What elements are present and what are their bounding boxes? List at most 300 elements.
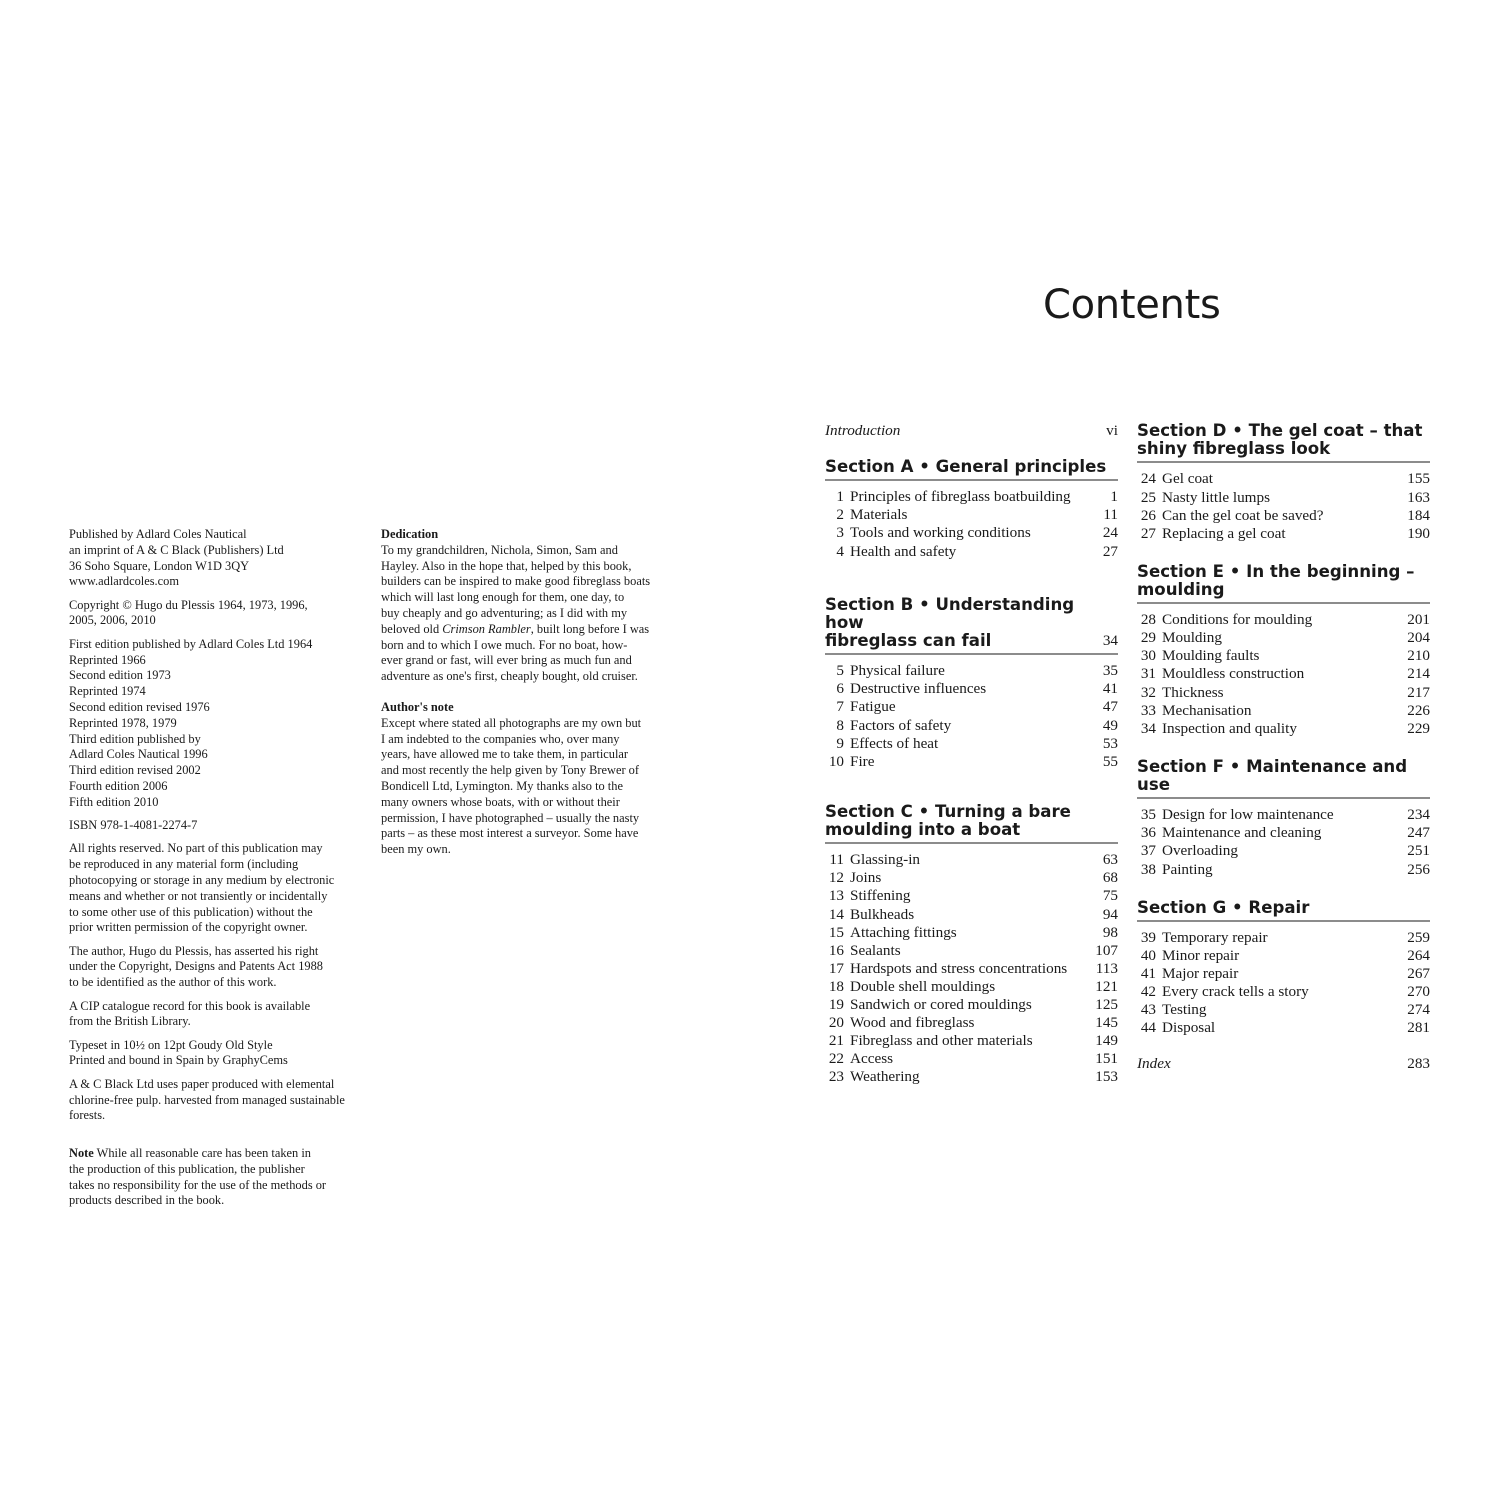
- section-title-line: Section E • In the beginning –: [1137, 561, 1415, 581]
- chapter-title: Testing: [1162, 1001, 1207, 1019]
- dedication-line: born and to which I owe much. For no boat, how-: [381, 637, 628, 652]
- section-title-line: moulding: [1137, 579, 1225, 599]
- chapter-page: 201: [1407, 611, 1430, 629]
- chapter-page: 274: [1407, 1001, 1430, 1019]
- chapter-entry: [1137, 824, 1321, 842]
- chapter-number: 1: [836, 488, 844, 506]
- toc-chapter-row[interactable]: [825, 1050, 1118, 1068]
- chapter-entry: [1137, 983, 1309, 1001]
- chapter-title: Fire: [850, 752, 875, 770]
- chapter-number: 19: [828, 996, 844, 1013]
- note-label: Note: [69, 1146, 94, 1161]
- chapter-title: Stiffening: [850, 887, 911, 905]
- chapter-entry: [825, 887, 910, 905]
- chapter-number: 15: [828, 923, 844, 941]
- chapter-number: 30: [1140, 647, 1156, 665]
- toc-chapter-row[interactable]: [1137, 525, 1430, 543]
- chapter-title: Principles of fibreglass boatbuilding: [850, 488, 1071, 506]
- toc-chapter-row[interactable]: [1137, 861, 1430, 879]
- chapter-page: 107: [1095, 941, 1118, 959]
- chapter-title: Every crack tells a story: [1162, 983, 1309, 1001]
- chapter-title: Conditions for moulding: [1162, 611, 1313, 629]
- chapter-number: 24: [1140, 470, 1156, 488]
- chapter-number: 6: [836, 680, 844, 698]
- toc-chapter-row[interactable]: [825, 735, 1118, 753]
- toc-chapter-row[interactable]: [825, 960, 1118, 978]
- authors-note-heading: Author's note: [381, 699, 454, 714]
- toc-chapter-row[interactable]: [1137, 983, 1430, 1001]
- section-heading[interactable]: [1137, 899, 1430, 922]
- chapter-page: 68: [1102, 869, 1118, 887]
- authors-note-text: [381, 716, 673, 858]
- chapter-entry: [825, 506, 907, 524]
- chapter-entry: [825, 680, 986, 698]
- section-title-line: Section D • The gel coat – that: [1137, 421, 1423, 440]
- author-rights-line: to be identified as the author of this work.: [69, 975, 277, 990]
- chapter-number: 4: [836, 542, 844, 560]
- chapter-title: Nasty little lumps: [1162, 488, 1270, 506]
- chapter-page: 121: [1095, 977, 1118, 995]
- section-heading[interactable]: [1137, 563, 1430, 604]
- note-line: While all reasonable care has been taken in: [93, 1146, 311, 1161]
- dedication-line: adventure as one's first, cheaply bought, old cruiser.: [381, 669, 638, 684]
- paper-line: A & C Black Ltd uses paper produced with elemental: [69, 1076, 335, 1091]
- toc-chapter-row[interactable]: [825, 1068, 1118, 1086]
- chapter-title: Tools and working conditions: [850, 524, 1031, 542]
- toc-section: [1137, 758, 1430, 879]
- chapter-title: Mouldless construction: [1162, 665, 1305, 683]
- typeset-line: Typeset in 10½ on 12pt Goudy Old Style: [69, 1037, 273, 1052]
- toc-chapter-row[interactable]: [825, 717, 1118, 735]
- authors-note-line: Except where stated all photographs are my own but: [381, 715, 642, 730]
- toc-chapter-row[interactable]: [825, 698, 1118, 716]
- section-heading[interactable]: [825, 458, 1118, 481]
- chapter-number: 20: [828, 1014, 844, 1032]
- chapter-title: Painting: [1162, 860, 1213, 878]
- chapter-page: 251: [1407, 842, 1430, 860]
- dedication-line-part: beloved old: [381, 621, 443, 636]
- edition-line: Third edition revised 2002: [69, 763, 201, 778]
- chapter-title: Sandwich or cored mouldings: [850, 996, 1032, 1013]
- toc-introduction-page: vi: [1106, 422, 1118, 439]
- chapter-title: Health and safety: [850, 542, 957, 560]
- chapter-title: Disposal: [1162, 1019, 1216, 1037]
- edition-line: Second edition revised 1976: [69, 699, 210, 714]
- section-title: [1137, 422, 1422, 458]
- chapter-number: 23: [828, 1068, 844, 1086]
- chapter-entry: [825, 753, 874, 771]
- section-title: [1137, 758, 1430, 794]
- toc-column-left: [825, 422, 1118, 1086]
- chapter-entry: [825, 1032, 1033, 1050]
- edition-line: Second edition 1973: [69, 668, 171, 683]
- edition-line: Adlard Coles Nautical 1996: [69, 747, 208, 762]
- toc-chapter-row[interactable]: [825, 680, 1118, 698]
- toc-chapter-row[interactable]: [825, 996, 1118, 1014]
- chapter-page: 47: [1102, 698, 1118, 716]
- toc-chapter-row[interactable]: [825, 524, 1118, 542]
- chapter-number: 28: [1140, 611, 1156, 629]
- copyright-line: 2005, 2006, 2010: [69, 613, 156, 628]
- dedication-line: [381, 622, 673, 638]
- chapter-number: 40: [1140, 946, 1156, 964]
- chapter-entry: [825, 1068, 920, 1086]
- section-heading[interactable]: [1137, 758, 1430, 799]
- chapter-title: Physical failure: [850, 662, 945, 680]
- chapter-number: 44: [1140, 1019, 1156, 1037]
- paper-statement: [69, 1077, 364, 1124]
- section-title-line: Section G • Repair: [1137, 897, 1310, 917]
- chapter-page: 256: [1407, 860, 1430, 878]
- typeset-info: [69, 1038, 364, 1070]
- chapter-entry: [1137, 929, 1268, 947]
- chapter-number: 27: [1140, 524, 1156, 542]
- edition-line: Third edition published by: [69, 731, 201, 746]
- publisher-line: Published by Adlard Coles Nautical: [69, 527, 247, 541]
- chapter-entry: [825, 717, 951, 735]
- chapter-page: 214: [1407, 665, 1430, 683]
- chapter-entry: [825, 524, 1031, 542]
- toc-chapter-row[interactable]: [1137, 611, 1430, 629]
- toc-chapter-row[interactable]: [1137, 965, 1430, 983]
- chapter-number: 5: [836, 662, 844, 680]
- chapter-entry: [1137, 702, 1251, 720]
- chapter-entry: [1137, 489, 1270, 507]
- chapter-number: 29: [1140, 629, 1156, 647]
- toc-chapter-row[interactable]: [1137, 806, 1430, 824]
- rights-line: be reproduced in any material form (including: [69, 857, 299, 872]
- toc-section: [825, 458, 1118, 561]
- chapter-number: 39: [1140, 928, 1156, 946]
- chapter-entry: [825, 1014, 974, 1032]
- note-line: the production of this publication, the publisher: [69, 1161, 305, 1176]
- copyright-line: Copyright © Hugo du Plessis 1964, 1973, 1996,: [69, 597, 308, 612]
- toc-chapter-row[interactable]: [1137, 702, 1430, 720]
- chapter-entry: [1137, 1019, 1215, 1037]
- toc-chapter-row[interactable]: [1137, 470, 1430, 488]
- chapter-page: 98: [1102, 923, 1118, 941]
- dedication-line: builders can be inspired to make good fibreglass boats: [381, 574, 651, 589]
- chapter-entry: [825, 662, 945, 680]
- edition-line: Reprinted 1974: [69, 684, 146, 699]
- section-title: [1137, 899, 1309, 917]
- chapter-page: 229: [1407, 719, 1430, 737]
- imprint-column: [69, 527, 364, 1217]
- chapter-entry: [825, 978, 995, 996]
- chapter-page: 264: [1407, 946, 1430, 964]
- authors-note-line: and most recently the help given by Tony Brewer of: [381, 763, 640, 778]
- chapter-number: 32: [1140, 683, 1156, 701]
- toc-section: [1137, 422, 1430, 543]
- chapter-entry: [1137, 720, 1297, 738]
- chapter-title: Gel coat: [1162, 470, 1214, 488]
- toc-chapter-row[interactable]: [825, 906, 1118, 924]
- edition-line: Reprinted 1966: [69, 652, 146, 667]
- chapter-page: 247: [1407, 824, 1430, 842]
- note-line: products described in the book.: [69, 1193, 225, 1208]
- chapter-number: 34: [1140, 719, 1156, 737]
- toc-introduction-label: Introduction: [825, 422, 901, 439]
- chapter-page: 234: [1407, 806, 1430, 824]
- authors-note-line: years, have allowed me to take them, in particular: [381, 747, 629, 762]
- authors-note-line: many owners whose boats, with or without their: [381, 794, 620, 809]
- chapter-title: Double shell mouldings: [850, 977, 996, 995]
- chapter-title: Moulding faults: [1162, 647, 1260, 665]
- chapter-entry: [1137, 525, 1286, 543]
- chapter-page: 75: [1102, 887, 1118, 905]
- toc-chapter-row[interactable]: [825, 543, 1118, 561]
- chapter-number: 11: [829, 851, 844, 869]
- chapter-number: 18: [828, 977, 844, 995]
- edition-line: Reprinted 1978, 1979: [69, 715, 177, 730]
- section-title-line: Section F • Maintenance and use: [1137, 756, 1408, 795]
- section-title: [825, 803, 1071, 839]
- chapter-page: 267: [1407, 965, 1430, 983]
- chapter-page: 151: [1095, 1050, 1118, 1068]
- chapter-page: 63: [1102, 851, 1118, 869]
- rights-line: prior written permission of the copyright owner.: [69, 920, 308, 935]
- chapter-title: Can the gel coat be saved?: [1162, 506, 1324, 524]
- section-title-line: moulding into a boat: [825, 820, 1021, 840]
- chapter-page: 55: [1102, 752, 1118, 770]
- chapter-title: Design for low maintenance: [1162, 806, 1334, 824]
- chapter-number: 37: [1140, 842, 1156, 860]
- toc-index-page: 283: [1407, 1055, 1430, 1073]
- chapter-page: 53: [1102, 734, 1118, 752]
- chapter-entry: [1137, 611, 1312, 629]
- toc-chapter-row[interactable]: [1137, 665, 1430, 683]
- dedication-column: [381, 527, 673, 873]
- chapter-entry: [1137, 861, 1213, 879]
- section-page: 34: [1102, 632, 1118, 650]
- rights-line: to some other use of this publication) without the: [69, 904, 313, 919]
- chapter-title: Fibreglass and other materials: [850, 1032, 1033, 1050]
- chapter-page: 145: [1095, 1014, 1118, 1032]
- chapter-entry: [825, 1050, 893, 1068]
- author-rights-line: The author, Hugo du Plessis, has asserted his right: [69, 943, 319, 958]
- section-heading[interactable]: [1137, 422, 1430, 463]
- chapter-title: Maintenance and cleaning: [1162, 824, 1322, 842]
- cip-line: A CIP catalogue record for this book is available: [69, 998, 311, 1013]
- toc-chapter-row[interactable]: [1137, 824, 1430, 842]
- chapter-number: 3: [836, 524, 844, 542]
- chapter-page: 35: [1102, 662, 1118, 680]
- toc-chapter-row[interactable]: [1137, 507, 1430, 525]
- author-rights-line: under the Copyright, Designs and Patents Act 1988: [69, 959, 323, 974]
- chapter-title: Mechanisation: [1162, 701, 1252, 719]
- chapter-title: Access: [850, 1050, 894, 1068]
- chapter-number: 22: [828, 1050, 844, 1068]
- chapter-entry: [825, 488, 1071, 506]
- toc-chapter-row[interactable]: [825, 942, 1118, 960]
- toc-chapter-row[interactable]: [1137, 684, 1430, 702]
- toc-chapter-row[interactable]: [1137, 1019, 1430, 1037]
- chapter-number: 10: [828, 752, 844, 770]
- rights-statement: [69, 841, 364, 936]
- chapter-page: 226: [1407, 701, 1430, 719]
- note-line: takes no responsibility for the use of the methods or: [69, 1177, 327, 1192]
- chapter-number: 8: [836, 716, 844, 734]
- chapter-page: 281: [1407, 1019, 1430, 1037]
- edition-line: Fifth edition 2010: [69, 794, 159, 809]
- toc-chapter-row[interactable]: [825, 924, 1118, 942]
- section-heading[interactable]: [825, 596, 1118, 656]
- chapter-page: 217: [1407, 683, 1430, 701]
- chapter-number: 42: [1140, 983, 1156, 1001]
- chapter-title: Temporary repair: [1162, 928, 1268, 946]
- chapter-entry: [1137, 629, 1222, 647]
- chapter-title: Sealants: [850, 941, 901, 959]
- toc-section: [825, 803, 1118, 1087]
- toc-chapter-row[interactable]: [1137, 947, 1430, 965]
- toc-chapter-row[interactable]: [825, 869, 1118, 887]
- chapter-page: 210: [1407, 647, 1430, 665]
- chapter-title: Replacing a gel coat: [1162, 524, 1286, 542]
- chapter-entry: [825, 906, 914, 924]
- dedication-line: To my grandchildren, Nichola, Simon, Sam and: [381, 542, 618, 557]
- toc-chapter-row[interactable]: [825, 506, 1118, 524]
- toc-chapter-row[interactable]: [1137, 489, 1430, 507]
- chapter-number: 17: [828, 959, 844, 977]
- chapter-number: 43: [1140, 1001, 1156, 1019]
- chapter-page: 190: [1407, 524, 1430, 542]
- chapter-title: Joins: [850, 869, 882, 887]
- chapter-title: Minor repair: [1162, 946, 1240, 964]
- publisher-url: www.adlardcoles.com: [69, 574, 179, 589]
- rights-line: means and whether or not transiently or incidentally: [69, 888, 328, 903]
- authors-note-line: Bondicell Ltd, Lymington. My thanks also to the: [381, 778, 623, 793]
- chapter-number: 12: [828, 869, 844, 887]
- toc-chapter-row[interactable]: [825, 978, 1118, 996]
- publisher-line: an imprint of A & C Black (Publishers) Ltd: [69, 542, 284, 557]
- chapter-number: 26: [1140, 506, 1156, 524]
- rights-line: All rights reserved. No part of this publication may: [69, 841, 323, 856]
- toc-chapter-row[interactable]: [825, 1032, 1118, 1050]
- chapter-entry: [1137, 947, 1239, 965]
- toc-chapter-row[interactable]: [825, 1014, 1118, 1032]
- toc-section: [1137, 899, 1430, 1038]
- chapter-page: 149: [1095, 1032, 1118, 1050]
- boat-name: Crimson Rambler: [442, 621, 531, 636]
- toc-chapter-row[interactable]: [825, 851, 1118, 869]
- section-title: [1137, 563, 1414, 599]
- toc-introduction[interactable]: [825, 422, 1118, 440]
- toc-index[interactable]: [1137, 1055, 1430, 1073]
- toc-chapter-row[interactable]: [825, 753, 1118, 771]
- publisher-block: [69, 527, 364, 590]
- dedication-line: Hayley. Also in the hope that, helped by this book,: [381, 558, 632, 573]
- chapter-number: 36: [1140, 824, 1156, 842]
- chapter-entry: [1137, 965, 1238, 983]
- section-title: [825, 596, 1103, 651]
- chapter-entry: [1137, 806, 1334, 824]
- chapter-number: 14: [828, 905, 844, 923]
- chapter-entry: [825, 543, 956, 561]
- chapter-page: 1: [1110, 488, 1118, 506]
- chapter-page: 11: [1103, 506, 1118, 524]
- chapter-entry: [825, 960, 1067, 978]
- chapter-page: 125: [1095, 996, 1118, 1013]
- dedication-line: ever grand or fast, will ever bring as much fun and: [381, 653, 632, 668]
- chapter-page: 184: [1407, 506, 1430, 524]
- toc-chapter-row[interactable]: [825, 887, 1118, 905]
- chapter-title: Factors of safety: [850, 716, 952, 734]
- chapter-title: Hardspots and stress concentrations: [850, 959, 1068, 977]
- toc-section: [825, 596, 1118, 771]
- chapter-title: Moulding: [1162, 629, 1222, 647]
- author-rights: [69, 944, 364, 991]
- authors-note-line: parts – as these most interest a surveyor. Some have: [381, 826, 639, 841]
- chapter-page: 204: [1407, 629, 1430, 647]
- dedication-text: [381, 543, 673, 685]
- chapter-number: 7: [836, 698, 844, 716]
- chapter-number: 31: [1140, 665, 1156, 683]
- authors-note-line: been my own.: [381, 842, 451, 857]
- chapter-page: 94: [1102, 905, 1118, 923]
- section-heading[interactable]: [825, 803, 1118, 844]
- section-title: [825, 458, 1106, 476]
- toc-chapter-row[interactable]: [825, 662, 1118, 680]
- chapter-number: 41: [1140, 965, 1156, 983]
- toc-index-label: Index: [1137, 1055, 1171, 1073]
- chapter-page: 155: [1407, 470, 1430, 488]
- chapter-page: 27: [1102, 542, 1118, 560]
- chapter-page: 153: [1095, 1068, 1118, 1086]
- chapter-number: 21: [828, 1032, 844, 1050]
- chapter-page: 41: [1102, 680, 1118, 698]
- toc-chapter-row[interactable]: [1137, 647, 1430, 665]
- toc-chapter-row[interactable]: [1137, 1001, 1430, 1019]
- chapter-entry: [825, 996, 1032, 1014]
- chapter-entry: [825, 942, 901, 960]
- toc-chapter-row[interactable]: [1137, 720, 1430, 738]
- section-title-line: Section C • Turning a bare: [825, 801, 1071, 821]
- chapter-title: Attaching fittings: [850, 923, 957, 941]
- rights-line: photocopying or storage in any medium by electronic: [69, 872, 335, 887]
- chapter-number: 2: [836, 506, 844, 524]
- paper-line: forests.: [69, 1108, 106, 1123]
- chapter-page: 24: [1102, 524, 1118, 542]
- toc-chapter-row[interactable]: [1137, 629, 1430, 647]
- section-title-line: Section A • General principles: [825, 457, 1107, 477]
- authors-note-line: permission, I have photographed – usually the nasty: [381, 810, 640, 825]
- chapter-title: Thickness: [1162, 683, 1224, 701]
- chapter-number: 25: [1140, 488, 1156, 506]
- chapter-title: Fatigue: [850, 698, 896, 716]
- chapter-entry: [825, 735, 938, 753]
- toc-chapter-row[interactable]: [1137, 929, 1430, 947]
- chapter-entry: [1137, 647, 1259, 665]
- cip-record: [69, 999, 364, 1031]
- chapter-page: 259: [1407, 928, 1430, 946]
- toc-chapter-row[interactable]: [825, 488, 1118, 506]
- section-title-line: shiny fibreglass look: [1137, 439, 1331, 459]
- section-title-line: Section B • Understanding how: [825, 594, 1075, 632]
- chapter-entry: [1137, 665, 1304, 683]
- chapter-title: Glassing-in: [850, 851, 921, 869]
- toc-section: [1137, 563, 1430, 738]
- publisher-line: 36 Soho Square, London W1D 3QY: [69, 558, 250, 573]
- authors-note-line: I am indebted to the companies who, over many: [381, 731, 620, 746]
- disclaimer-note: [69, 1146, 364, 1209]
- toc-column-right: [1137, 422, 1430, 1073]
- edition-line: Fourth edition 2006: [69, 778, 168, 793]
- toc-chapter-row[interactable]: [1137, 842, 1430, 860]
- chapter-entry: [1137, 842, 1238, 860]
- chapter-title: Wood and fibreglass: [850, 1014, 975, 1032]
- edition-line: First edition published by Adlard Coles Ltd 1964: [69, 636, 313, 651]
- chapter-entry: [825, 698, 896, 716]
